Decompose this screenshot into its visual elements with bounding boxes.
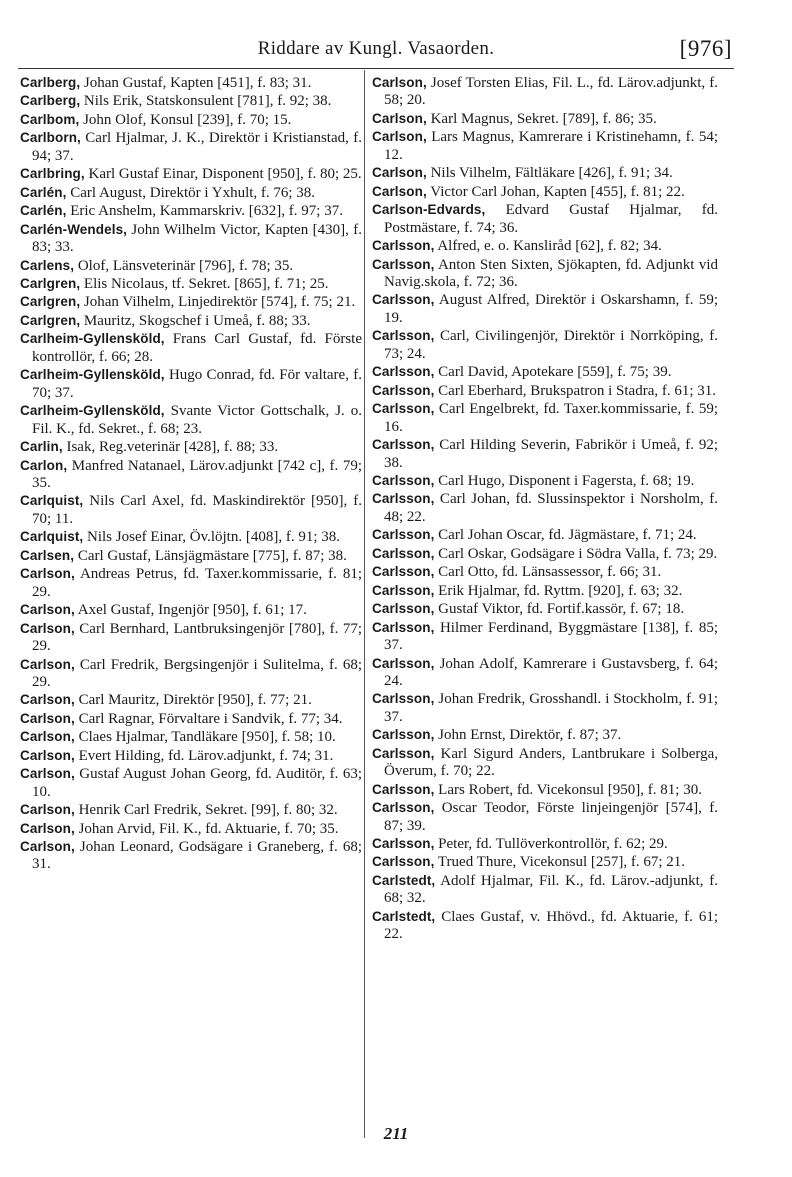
entry-details: Karl Magnus, Sekret. [789], f. 86; 35. — [426, 110, 657, 127]
entry-details: John Olof, Konsul [239], f. 70; 15. — [79, 111, 292, 128]
entry-surname: Carlin, — [20, 439, 63, 455]
register-entry — [20, 221, 362, 257]
register-entry — [372, 872, 718, 908]
entry-details: Carl Otto, fd. Länsassessor, f. 66; 31. — [434, 564, 662, 581]
entry-details: Axel Gustaf, Ingenjör [950], f. 61; 17. — [74, 602, 307, 619]
entry-details: Carl Engelbrekt, fd. Taxer.kommissarie, f. 59; 16. — [384, 401, 718, 435]
register-entry — [20, 838, 362, 874]
register-entry — [20, 820, 362, 838]
entry-details: Evert Hilding, fd. Lärov.adjunkt, f. 74; 31. — [74, 747, 334, 764]
entry-details: Gustaf August Johan Georg, fd. Auditör, f. 63; 10. — [32, 766, 362, 800]
entry-details: August Alfred, Direktör i Oskarshamn, f. 59; 19. — [384, 292, 718, 326]
entry-surname: Carlsson, — [372, 437, 435, 453]
entry-surname: Carlson, — [20, 620, 75, 636]
register-entry — [20, 747, 362, 765]
register-entry — [20, 691, 362, 709]
entry-surname: Carlquist, — [20, 493, 84, 509]
entry-details: Alfred, e. o. Kansliråd [62], f. 82; 34. — [434, 238, 662, 255]
register-entry — [372, 363, 718, 381]
entry-details: Henrik Carl Fredrik, Sekret. [99], f. 80; 32. — [74, 802, 338, 819]
entry-details: Johan Fredrik, Grosshandl. i Stockholm, f. 91; 37. — [384, 691, 718, 725]
register-entry — [372, 436, 718, 472]
register-entry — [20, 601, 362, 619]
entry-details: Mauritz, Skogschef i Umeå, f. 88; 33. — [80, 312, 311, 329]
register-entry — [372, 690, 718, 726]
entry-surname: Carlheim-Gyllensköld, — [20, 403, 165, 419]
register-entry — [20, 438, 362, 456]
entry-surname: Carlsson, — [372, 472, 435, 488]
entry-surname: Carlsson, — [372, 854, 435, 870]
entry-surname: Carlsson, — [372, 619, 435, 635]
entry-surname: Carlquist, — [20, 529, 84, 545]
entry-surname: Carlsson, — [372, 691, 435, 707]
entry-surname: Carlens, — [20, 257, 75, 273]
register-entry — [372, 582, 718, 600]
left-column — [20, 74, 362, 874]
register-entry — [20, 710, 362, 728]
entry-details: Carl Ragnar, Förvaltare i Sandvik, f. 77; 34. — [74, 710, 343, 727]
right-column — [372, 74, 718, 944]
entry-surname: Carlsson, — [372, 564, 435, 580]
entry-details: Johan Adolf, Kamrerare i Gustavsberg, f. 64; 24. — [384, 655, 718, 689]
entry-surname: Carlson, — [372, 129, 427, 145]
entry-details: Erik Hjalmar, fd. Ryttm. [920], f. 63; 32. — [434, 582, 683, 599]
register-entry — [20, 801, 362, 819]
entry-surname: Carlén, — [20, 203, 67, 219]
register-entry — [20, 275, 362, 293]
entry-details: Carl Mauritz, Direktör [950], f. 77; 21. — [74, 692, 312, 709]
register-entry — [372, 781, 718, 799]
entry-details: Hugo Conrad, fd. För valtare, f. 70; 37. — [32, 367, 362, 401]
entry-details: Carl Eberhard, Brukspatron i Stadra, f. 61; 31. — [434, 382, 717, 399]
entry-surname: Carlsson, — [372, 545, 435, 561]
register-entry — [372, 128, 718, 164]
register-entry — [372, 382, 718, 400]
entry-surname: Carlbring, — [20, 166, 85, 182]
register-entry — [20, 565, 362, 601]
entry-surname: Carlheim-Gyllensköld, — [20, 331, 165, 347]
entry-details: Manfred Natanael, Lärov.adjunkt [742 c], f. 79; 35. — [32, 457, 362, 491]
entry-surname: Carlsson, — [372, 527, 435, 543]
entry-surname: Carlsen, — [20, 547, 75, 563]
register-entry — [372, 183, 718, 201]
entry-surname: Carlsson, — [372, 328, 435, 344]
entry-details: Karl Gustaf Einar, Disponent [950], f. 80; 25. — [84, 166, 362, 183]
column-divider — [364, 70, 365, 1138]
entry-surname: Carlson, — [20, 802, 75, 818]
register-entry — [372, 745, 718, 781]
entry-surname: Carlén-Wendels, — [20, 221, 128, 237]
register-entry — [372, 400, 718, 436]
entry-details: Nils Josef Einar, Öv.löjtn. [408], f. 91; 38. — [83, 529, 340, 546]
entry-details: Karl Sigurd Anders, Lantbrukare i Solberga, Överum, f. 70; 22. — [384, 745, 718, 780]
entry-surname: Carlson, — [20, 566, 75, 582]
register-entry — [20, 184, 362, 202]
entry-details: Carl August, Direktör i Yxhult, f. 76; 38. — [66, 184, 316, 201]
entry-details: Carl Johan, fd. Slussinspektor i Norsholm, f. 48; 22. — [384, 491, 718, 525]
entry-details: Carl Johan Oscar, fd. Jägmästare, f. 71; 24. — [434, 527, 697, 544]
register-entry — [372, 655, 718, 691]
register-entry — [372, 110, 718, 128]
entry-details: Victor Carl Johan, Kapten [455], f. 81; 22. — [426, 183, 685, 200]
entry-details: John Wilhelm Victor, Kapten [430], f. 83; 33. — [32, 221, 362, 256]
entry-surname: Carlgren, — [20, 275, 81, 291]
entry-details: Peter, fd. Tullöverkontrollör, f. 62; 29. — [434, 836, 668, 853]
entry-surname: Carlstedt, — [372, 908, 436, 924]
entry-surname: Carlbom, — [20, 111, 80, 127]
entry-surname: Carlsson, — [372, 292, 435, 308]
entry-surname: Carlsson, — [372, 601, 435, 617]
register-entry — [20, 547, 362, 565]
entry-details: Lars Robert, fd. Vicekonsul [950], f. 81; 30. — [434, 781, 702, 798]
entry-surname: Carlsson, — [372, 256, 435, 272]
register-entry — [20, 74, 362, 92]
register-entry — [20, 330, 362, 366]
register-entry — [372, 526, 718, 544]
entry-surname: Carlson, — [20, 729, 75, 745]
entry-surname: Carlsson, — [372, 364, 435, 380]
register-entry — [20, 257, 362, 275]
entry-details: Trued Thure, Vicekonsul [257], f. 67; 21. — [434, 854, 686, 871]
entry-surname: Carlson, — [20, 839, 75, 855]
register-entry — [372, 726, 718, 744]
running-title: Riddare av Kungl. Vasaorden. — [257, 38, 495, 59]
register-entry — [372, 164, 718, 182]
entry-details: Edvard Gustaf Hjalmar, fd. Postmästare, f. 74; 36. — [384, 202, 718, 236]
register-entry — [20, 202, 362, 220]
entry-details: John Ernst, Direktör, f. 87; 37. — [434, 727, 622, 744]
entry-surname: Carlson, — [372, 183, 427, 199]
register-entry — [372, 256, 718, 292]
entry-surname: Carlon, — [20, 457, 68, 473]
register-entry — [20, 165, 362, 183]
register-entry — [372, 600, 718, 618]
register-entry — [372, 545, 718, 563]
register-entry — [372, 563, 718, 581]
entry-details: Johan Gustaf, Kapten [451], f. 83; 31. — [80, 75, 312, 91]
register-entry — [20, 457, 362, 493]
entry-surname: Carlsson, — [372, 800, 435, 816]
entry-details: Carl Bernhard, Lantbruksingenjör [780], f. 77; 29. — [32, 620, 362, 655]
register-entry — [20, 366, 362, 402]
entry-details: Lars Magnus, Kamrerare i Kristinehamn, f. 54; 12. — [384, 129, 718, 163]
section-number: [976] — [679, 36, 732, 61]
register-entry — [372, 619, 718, 655]
entry-details: Johan Vilhelm, Linjedirektör [574], f. 75; 21. — [80, 294, 356, 311]
entry-details: Oscar Teodor, Förste linjeingenjör [574], f. 87; 39. — [384, 800, 718, 834]
entry-details: Claes Gustaf, v. Hhövd., fd. Aktuarie, f. 61; 22. — [384, 908, 718, 943]
register-entry — [20, 656, 362, 692]
entry-details: Isak, Reg.veterinär [428], f. 88; 33. — [62, 439, 279, 456]
entry-details: Johan Arvid, Fil. K., fd. Aktuarie, f. 70; 35. — [74, 820, 339, 837]
entry-details: Carl David, Apotekare [559], f. 75; 39. — [434, 364, 672, 381]
entry-surname: Carlson, — [20, 820, 75, 836]
register-entry — [372, 472, 718, 490]
entry-surname: Carlson, — [20, 747, 75, 763]
entry-details: Anton Sten Sixten, Sjökapten, fd. Adjunkt vid Navig.skola, f. 72; 36. — [384, 256, 718, 290]
register-entry — [20, 492, 362, 528]
register-entry — [372, 291, 718, 327]
entry-surname: Carlgren, — [20, 294, 81, 310]
entry-details: Nils Carl Axel, fd. Maskindirektör [950], f. 70; 11. — [32, 493, 362, 527]
entry-details: Claes Hjalmar, Tandläkare [950], f. 58; 10. — [74, 729, 336, 746]
entry-details: Carl, Civilingenjör, Direktör i Norrköping, f. 73; 24. — [384, 328, 718, 362]
entry-details: Josef Torsten Elias, Fil. L., fd. Lärov.adjunkt, f. 58; 20. — [384, 75, 718, 109]
entry-surname: Carlson, — [372, 110, 427, 126]
register-entry — [20, 129, 362, 165]
entry-details: Adolf Hjalmar, Fil. K., fd. Lärov.-adjunkt, f. 68; 32. — [384, 872, 718, 907]
entry-details: Carl Fredrik, Bergsingenjör i Sulitelma, f. 68; 29. — [32, 656, 362, 690]
entry-details: Andreas Petrus, fd. Taxer.kommissarie, f. 81; 29. — [32, 566, 362, 600]
entry-details: Carl Hilding Severin, Fabrikör i Umeå, f. 92; 38. — [384, 437, 718, 471]
entry-details: Carl Hugo, Disponent i Fagersta, f. 68; 19. — [434, 472, 695, 489]
register-entry — [20, 728, 362, 746]
entry-surname: Carlsson, — [372, 836, 435, 852]
register-entry — [372, 835, 718, 853]
register-entry — [372, 237, 718, 255]
register-entry — [20, 293, 362, 311]
register-entry — [20, 620, 362, 656]
register-entry — [372, 74, 718, 110]
entry-surname: Carlson, — [20, 602, 75, 618]
register-entry — [372, 201, 718, 237]
register-entry — [20, 765, 362, 801]
entry-surname: Carlsson, — [372, 382, 435, 398]
entry-surname: Carlsson, — [372, 582, 435, 598]
entry-surname: Carlson, — [20, 766, 75, 782]
register-entry — [372, 327, 718, 363]
register-entry — [372, 799, 718, 835]
entry-details: Carl Hjalmar, J. K., Direktör i Kristianstad, f. 94; 37. — [32, 130, 362, 164]
entry-surname: Carlson, — [372, 75, 427, 90]
entry-details: Eric Anshelm, Kammarskriv. [632], f. 97; 37. — [66, 203, 343, 220]
entry-details: Carl Gustaf, Länsjägmästare [775], f. 87; 38. — [74, 547, 347, 564]
entry-details: Nils Vilhelm, Fältläkare [426], f. 91; 34. — [426, 165, 673, 182]
register-entry — [20, 528, 362, 546]
entry-surname: Carlstedt, — [372, 872, 436, 888]
entry-surname: Carlsson, — [372, 727, 435, 743]
entry-surname: Carlson-Edvards, — [372, 202, 486, 218]
entry-surname: Carlsson, — [372, 655, 435, 671]
register-entry — [372, 853, 718, 871]
entry-surname: Carlson, — [20, 656, 75, 672]
entry-surname: Carlberg, — [20, 93, 81, 109]
entry-details: Svante Victor Gottschalk, J. o. Fil. K., fd. Sekret., f. 68; 23. — [32, 403, 362, 437]
entry-surname: Carlson, — [20, 692, 75, 708]
entry-surname: Carlsson, — [372, 238, 435, 254]
entry-surname: Carlsson, — [372, 401, 435, 417]
entry-surname: Carlsson, — [372, 781, 435, 797]
entry-surname: Carlborn, — [20, 130, 81, 146]
register-entry — [20, 312, 362, 330]
entry-surname: Carlgren, — [20, 312, 81, 328]
page-header — [20, 36, 732, 66]
entry-surname: Carlson, — [372, 165, 427, 181]
entry-surname: Carlheim-Gyllensköld, — [20, 367, 165, 383]
entry-details: Carl Oskar, Godsägare i Södra Valla, f. 73; 29. — [434, 545, 718, 562]
entry-details: Elis Nicolaus, tf. Sekret. [865], f. 71; 25. — [80, 275, 329, 292]
register-entry — [372, 490, 718, 526]
entry-surname: Carlén, — [20, 184, 67, 200]
entry-details: Nils Erik, Statskonsulent [781], f. 92; 38. — [80, 93, 332, 110]
entry-surname: Carlberg, — [20, 75, 81, 90]
register-entry — [20, 402, 362, 438]
header-rule — [18, 68, 734, 69]
page-number: 211 — [383, 1124, 409, 1143]
entry-details: Johan Leonard, Godsägare i Graneberg, f. 68; 31. — [32, 839, 362, 873]
register-entry — [20, 111, 362, 129]
entry-surname: Carlson, — [20, 710, 75, 726]
register-entry — [20, 92, 362, 110]
entry-surname: Carlsson, — [372, 491, 435, 507]
entry-details: Frans Carl Gustaf, fd. Förste kontrollör, f. 66; 28. — [32, 331, 362, 365]
entry-details: Hilmer Ferdinand, Byggmästare [138], f. 85; 37. — [384, 619, 718, 654]
entry-surname: Carlsson, — [372, 745, 435, 761]
entry-details: Olof, Länsveterinär [796], f. 78; 35. — [74, 257, 294, 274]
register-entry — [372, 908, 718, 944]
entry-details: Gustaf Viktor, fd. Fortif.kassör, f. 67; 18. — [434, 601, 685, 618]
